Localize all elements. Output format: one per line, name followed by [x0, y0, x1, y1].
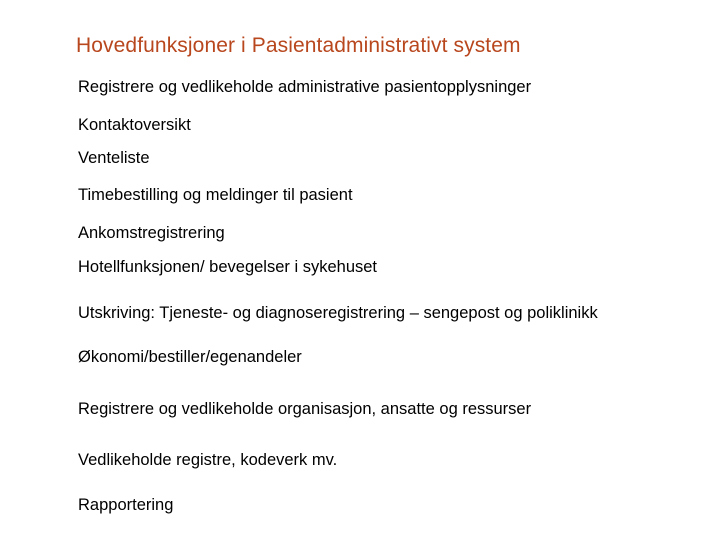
- list-item-appointment-booking: Timebestilling og meldinger til pasient: [78, 186, 353, 204]
- list-item-organization: Registrere og vedlikeholde organisasjon, ansatte og ressurser: [78, 400, 532, 418]
- list-item-reporting: Rapportering: [78, 496, 174, 514]
- list-item-patient-info: Registrere og vedlikeholde administrative pasientopplysninger: [78, 78, 532, 96]
- list-item-waiting-list: Venteliste: [78, 149, 150, 167]
- list-item-registers: Vedlikeholde registre, kodeverk mv.: [78, 451, 338, 469]
- list-item-arrival-registration: Ankomstregistrering: [78, 224, 225, 242]
- list-item-discharge: Utskriving: Tjeneste- og diagnoseregistrering – sengepost og poliklinikk: [78, 304, 598, 322]
- list-item-hotel-function: Hotellfunksjonen/ bevegelser i sykehuset: [78, 258, 378, 276]
- slide-title: Hovedfunksjoner i Pasientadministrativt system: [76, 34, 521, 57]
- list-item-economy: Økonomi/bestiller/egenandeler: [78, 348, 302, 366]
- list-item-contact-overview: Kontaktoversikt: [78, 116, 191, 134]
